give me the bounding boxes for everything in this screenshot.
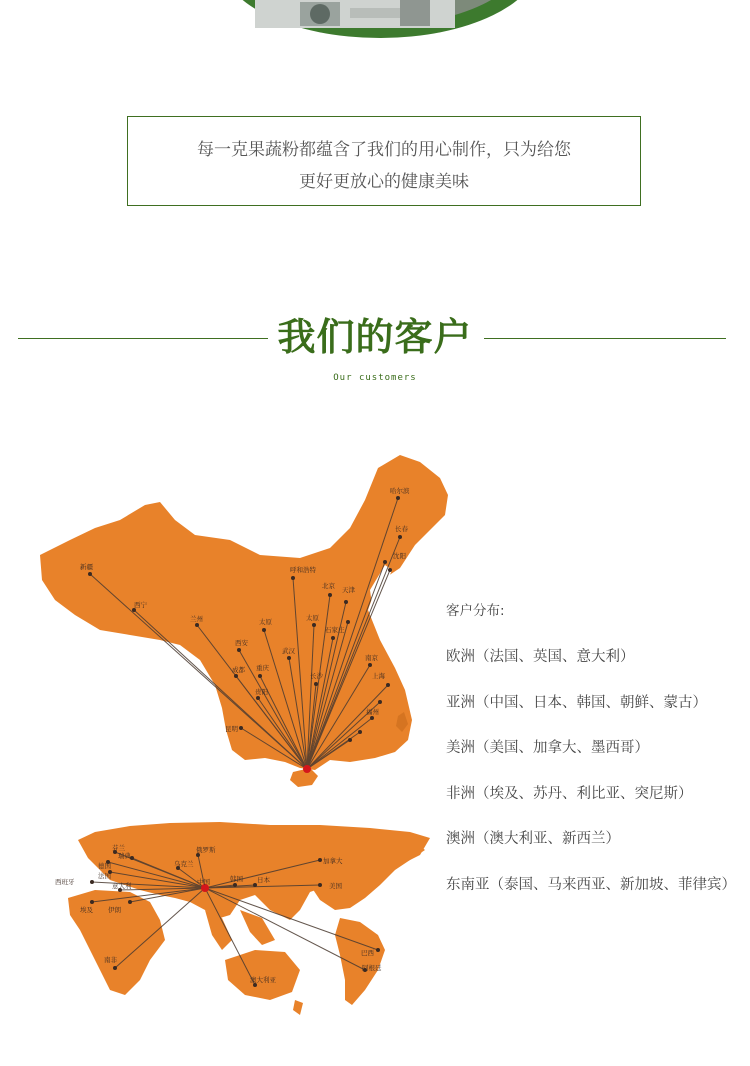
- svg-text:南非: 南非: [104, 956, 117, 964]
- svg-text:西宁: 西宁: [134, 601, 147, 609]
- svg-text:瑞典: 瑞典: [118, 852, 131, 860]
- svg-text:日本: 日本: [257, 876, 270, 884]
- svg-text:上海: 上海: [372, 672, 385, 680]
- svg-text:长沙: 长沙: [310, 672, 323, 680]
- slogan-line-1: 每一克果蔬粉都蕴含了我们的用心制作，只为给您: [197, 140, 571, 160]
- customer-distribution-list: [446, 600, 746, 919]
- svg-text:阿根廷: 阿根廷: [362, 964, 382, 972]
- svg-text:伊朗: 伊朗: [108, 906, 121, 914]
- svg-text:重庆: 重庆: [256, 664, 269, 672]
- svg-text:哈尔滨: 哈尔滨: [390, 487, 410, 495]
- svg-text:兰州: 兰州: [190, 615, 203, 623]
- svg-text:沈阳: 沈阳: [393, 552, 406, 560]
- svg-text:武汉: 武汉: [282, 647, 295, 655]
- region-europe: 欧洲（法国、英国、意大利）: [446, 649, 635, 665]
- svg-text:福州: 福州: [366, 708, 379, 716]
- svg-text:韩国: 韩国: [230, 875, 243, 883]
- distribution-heading: 客户分布:: [446, 603, 505, 619]
- region-america: 美洲（美国、加拿大、墨西哥）: [446, 740, 649, 756]
- svg-text:贵阳: 贵阳: [255, 688, 268, 696]
- china-map: [40, 455, 448, 787]
- svg-text:天津: 天津: [342, 586, 355, 594]
- svg-text:成都: 成都: [232, 666, 245, 674]
- world-map: [55, 822, 430, 1015]
- svg-text:埃及: 埃及: [80, 906, 93, 914]
- svg-text:西班牙: 西班牙: [55, 878, 75, 886]
- svg-text:芬兰: 芬兰: [112, 844, 125, 852]
- svg-text:长春: 长春: [395, 525, 408, 533]
- svg-text:太原: 太原: [306, 614, 319, 622]
- svg-text:澳大利亚: 澳大利亚: [250, 976, 276, 984]
- region-southeast-asia: 东南亚（泰国、马来西亚、新加坡、菲律宾）: [446, 876, 736, 893]
- svg-text:呼和浩特: 呼和浩特: [290, 566, 316, 574]
- svg-text:乌克兰: 乌克兰: [174, 860, 194, 868]
- svg-text:俄罗斯: 俄罗斯: [196, 846, 216, 854]
- slogan-box: [127, 116, 641, 206]
- svg-text:太原: 太原: [259, 618, 272, 626]
- svg-text:巴西: 巴西: [361, 949, 374, 957]
- region-oceania: 澳洲（澳大利亚、新西兰）: [446, 831, 620, 847]
- svg-text:德国: 德国: [98, 862, 111, 870]
- svg-text:中国: 中国: [197, 878, 210, 886]
- svg-text:南京: 南京: [365, 654, 378, 662]
- svg-text:加拿大: 加拿大: [323, 857, 343, 865]
- slogan-line-2: 更好更放心的健康美味: [299, 172, 469, 192]
- svg-text:法国: 法国: [98, 872, 111, 880]
- svg-text:意大利: 意大利: [112, 882, 132, 890]
- section-subtitle: Our customers: [333, 373, 417, 383]
- svg-text:石家庄: 石家庄: [325, 626, 345, 634]
- product-photo: [0, 0, 750, 60]
- title-divider-right: [484, 338, 726, 339]
- svg-text:北京: 北京: [322, 582, 335, 590]
- svg-text:昆明: 昆明: [225, 725, 238, 733]
- svg-text:新疆: 新疆: [80, 563, 93, 571]
- region-asia: 亚洲（中国、日本、韩国、朝鲜、蒙古）: [446, 694, 707, 711]
- svg-text:美国: 美国: [329, 882, 342, 890]
- region-africa: 非洲（埃及、苏丹、利比亚、突尼斯）: [446, 785, 693, 802]
- svg-text:西安: 西安: [235, 639, 248, 647]
- section-title: 我们的客户: [277, 315, 473, 359]
- title-divider-left: [18, 338, 268, 339]
